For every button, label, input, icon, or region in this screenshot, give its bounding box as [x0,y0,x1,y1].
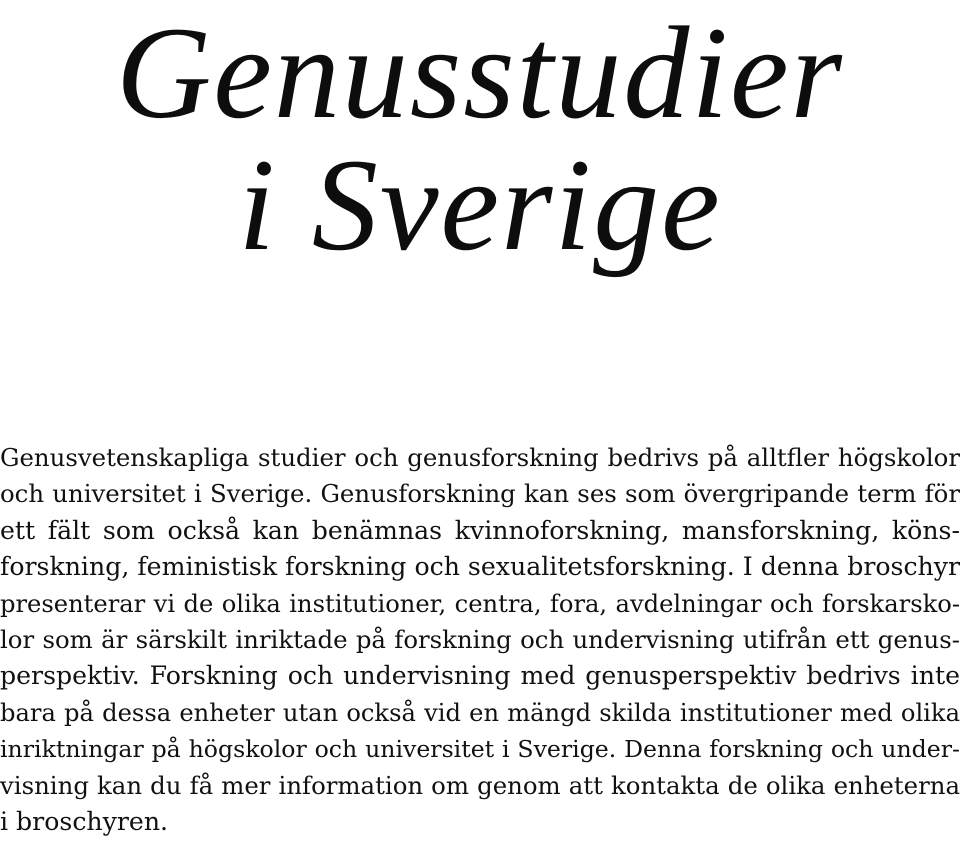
paragraph-line: inriktningar på högskolor och universitet i Sverige. Denna forskning och under- [0,735,960,764]
title-line-1: Genusstudier [116,0,844,146]
paragraph-line: i broschyren. [0,806,169,836]
paragraph-line: och universitet i Sverige. Genusforskning kan ses som övergripande term för [0,479,960,509]
paragraph-line: bara på dessa enheter utan också vid en mängd skilda institutioner med olika [0,698,960,727]
paragraph-line: lor som är särskilt inriktade på forskning och undervisning utifrån ett genus- [0,624,960,654]
paragraph-line: ett fält som också kan benämnas kvinnoforskning, mansforskning, köns- [0,515,960,545]
paragraph-line: presenterar vi de olika institutioner, centra, fora, avdelningar och forskarsko- [0,589,960,618]
title-line-2: i Sverige [238,131,722,278]
paragraph-line: Genusvetenskapliga studier och genusforskning bedrivs på alltfler högskolor [0,443,960,472]
paragraph-line: forskning, feministisk forskning och sexualitetsforskning. I denna broschyr [0,552,960,582]
paragraph-line: visning kan du få mer information om genom att kontakta de olika enheterna [0,770,960,800]
intro-paragraph [0,440,960,840]
paragraph-line: perspektiv. Forskning och undervisning med genusperspektiv bedrivs inte [0,661,960,691]
